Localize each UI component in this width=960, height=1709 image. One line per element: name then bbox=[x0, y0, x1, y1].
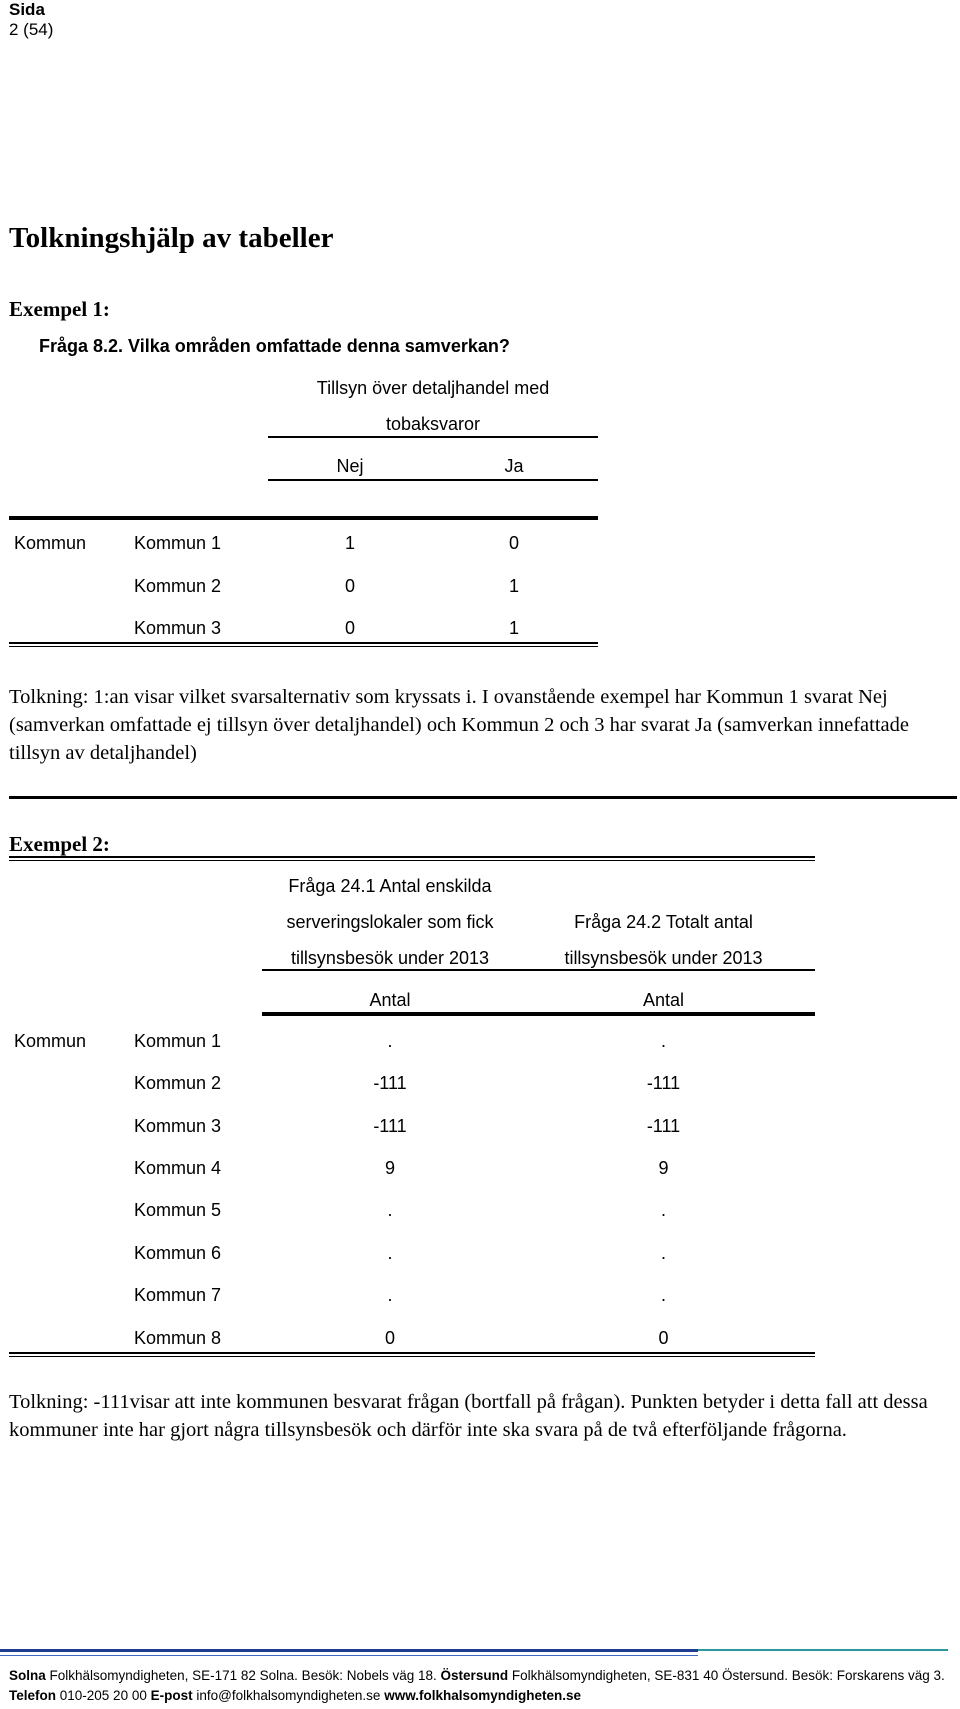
footer-email-label: E-post bbox=[150, 1688, 193, 1703]
cell-nej: 1 bbox=[344, 533, 355, 553]
divider bbox=[268, 436, 598, 438]
footer-divider bbox=[0, 1649, 698, 1652]
divider bbox=[9, 856, 815, 858]
example2-row-group: Kommun bbox=[14, 1031, 87, 1051]
cell-nej: 0 bbox=[344, 618, 355, 638]
row-name: Kommun 1 bbox=[134, 533, 222, 553]
cell-col1: 0 bbox=[384, 1328, 395, 1348]
divider bbox=[9, 642, 598, 644]
example1-question: Fråga 8.2. Vilka områden omfattade denna samverkan? bbox=[39, 336, 510, 356]
example2-col2-line2: tillsynsbesök under 2013 bbox=[564, 948, 763, 968]
divider bbox=[262, 969, 815, 971]
cell-col1: -111 bbox=[373, 1116, 407, 1136]
footer-divider-thin bbox=[0, 1655, 698, 1656]
footer-solna-text: Folkhälsomyndigheten, SE-171 82 Solna. Besök: Nobels väg 18. bbox=[49, 1668, 437, 1683]
cell-col2: -111 bbox=[646, 1116, 681, 1136]
example1-heading: Exempel 1: bbox=[9, 297, 110, 321]
example1-row-group: Kommun bbox=[14, 533, 87, 553]
divider bbox=[9, 1356, 815, 1357]
cell-col1: . bbox=[387, 1200, 393, 1220]
example1-col-nej: Nej bbox=[336, 456, 364, 476]
example2-interpretation: Tolkning: -111visar att inte kommunen besvarat frågan (bortfall på frågan). Punkten betyder i detta fall att dessa kommuner inte har gjort några tillsynsbesök och därför inte ska svara på de två efterföljande frågorna. bbox=[9, 1391, 928, 1441]
footer-contact bbox=[9, 1688, 581, 1703]
row-name: Kommun 5 bbox=[134, 1200, 222, 1220]
page-number: 2 (54) bbox=[9, 20, 54, 39]
row-name: Kommun 7 bbox=[134, 1285, 222, 1305]
cell-col2: . bbox=[660, 1200, 666, 1220]
cell-col2: . bbox=[660, 1031, 666, 1051]
cell-col1: . bbox=[387, 1031, 393, 1051]
cell-nej: 0 bbox=[344, 576, 355, 596]
divider bbox=[268, 479, 598, 481]
example2-col1-sub: Antal bbox=[369, 990, 411, 1010]
divider bbox=[9, 860, 815, 861]
footer-address bbox=[9, 1668, 945, 1683]
footer-divider-accent bbox=[698, 1649, 948, 1651]
cell-col2: 0 bbox=[658, 1328, 669, 1348]
row-name: Kommun 2 bbox=[134, 1073, 222, 1093]
row-name: Kommun 3 bbox=[134, 1116, 222, 1136]
divider bbox=[262, 1012, 815, 1016]
example2-col2-sub: Antal bbox=[642, 990, 685, 1010]
row-name: Kommun 1 bbox=[134, 1031, 222, 1051]
footer-phone: 010-205 20 00 bbox=[59, 1688, 147, 1703]
cell-ja: 0 bbox=[508, 533, 519, 553]
cell-ja: 1 bbox=[508, 618, 519, 638]
row-name: Kommun 8 bbox=[134, 1328, 222, 1348]
row-name: Kommun 3 bbox=[134, 618, 222, 638]
example2-col2-line1: Fråga 24.2 Totalt antal bbox=[574, 912, 753, 932]
cell-col2: -111 bbox=[646, 1073, 681, 1093]
footer-phone-label: Telefon bbox=[9, 1688, 56, 1703]
example1-col-group-line1: Tillsyn över detaljhandel med bbox=[316, 378, 550, 398]
cell-col1: -111 bbox=[373, 1073, 407, 1093]
footer-solna-label: Solna bbox=[9, 1668, 46, 1683]
cell-col2: 9 bbox=[658, 1158, 669, 1178]
example2-col1-line3: tillsynsbesök under 2013 bbox=[290, 948, 490, 968]
example2-heading: Exempel 2: bbox=[9, 832, 110, 856]
header-label: Sida bbox=[9, 0, 45, 19]
cell-col1: . bbox=[387, 1285, 393, 1305]
divider bbox=[9, 646, 598, 647]
example1-col-group-line2: tobaksvaror bbox=[385, 414, 481, 434]
footer-ostersund-label: Östersund bbox=[440, 1668, 509, 1683]
divider bbox=[9, 1352, 815, 1354]
footer-website-link[interactable]: www.folkhalsomyndigheten.se bbox=[384, 1688, 582, 1703]
cell-col1: 9 bbox=[384, 1158, 395, 1178]
divider bbox=[9, 516, 598, 520]
example1-interpretation: Tolkning: 1:an visar vilket svarsalternativ som kryssats i. I ovanstående exempel har Kommun 1 svarat Nej (samverkan omfattade ej tillsyn över detaljhandel) och Kommun 2 och 3 har svarat Ja (samverkan innefattade tillsyn av detaljhandel) bbox=[9, 686, 909, 764]
section-divider bbox=[9, 796, 957, 799]
cell-col1: . bbox=[387, 1243, 393, 1263]
footer-ostersund-text: Folkhälsomyndigheten, SE-831 40 Östersund. Besök: Forskarens väg 3. bbox=[511, 1668, 945, 1683]
row-name: Kommun 6 bbox=[134, 1243, 222, 1263]
cell-col2: . bbox=[660, 1243, 666, 1263]
row-name: Kommun 2 bbox=[134, 576, 222, 596]
example2-col1-line2: serveringslokaler som fick bbox=[286, 912, 494, 932]
example1-col-ja: Ja bbox=[504, 456, 524, 476]
page-title: Tolkningshjälp av tabeller bbox=[9, 222, 334, 254]
example2-col1-line1: Fråga 24.1 Antal enskilda bbox=[288, 876, 492, 896]
footer-email-link[interactable]: info@folkhalsomyndigheten.se bbox=[196, 1688, 381, 1703]
cell-col2: . bbox=[660, 1285, 666, 1305]
row-name: Kommun 4 bbox=[134, 1158, 222, 1178]
cell-ja: 1 bbox=[508, 576, 519, 596]
